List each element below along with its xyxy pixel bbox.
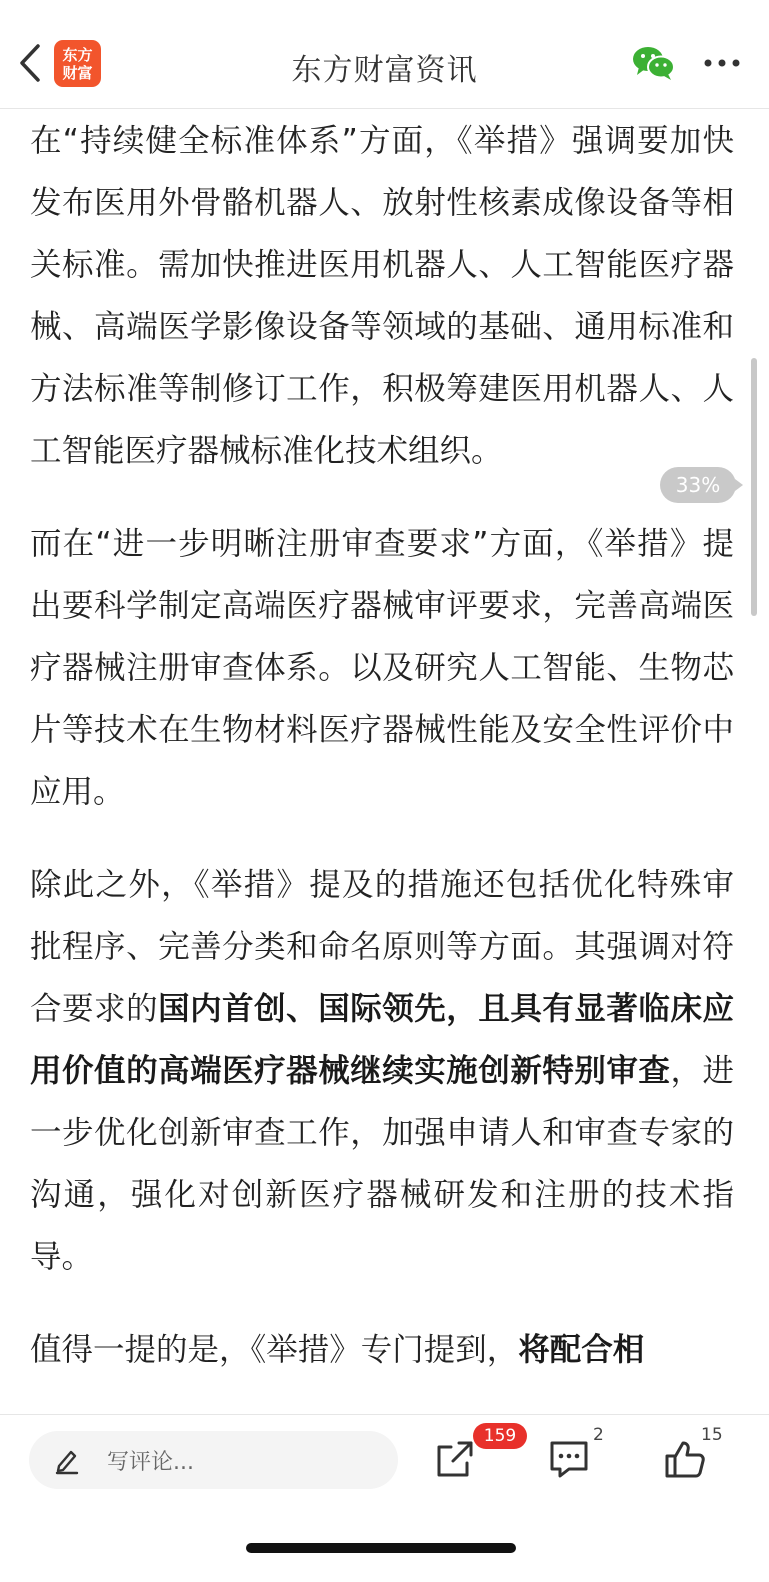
comment-count: 2 — [593, 1425, 604, 1445]
article-paragraph-2: 而在“进一步明晰注册审查要求”方面，《举措》提出要科学制定高端医疗器械审评要求，完善高端医疗器械注册审查体系。以及研究人工智能、生物芯片等技术在生物材料医疗器械性能及安全性评价中应用。 — [30, 526, 734, 810]
comment-input[interactable] — [29, 1431, 398, 1489]
share-count-badge: 159 — [473, 1423, 527, 1449]
paragraph-4-text-a: 值得一提的是，《举措》专门提到， — [30, 1332, 519, 1368]
paragraph-3-bold: 国内首创、国际领先，且具有显著临床应用价值的高端医疗器械继续实施创新特别审查 — [30, 991, 734, 1089]
wechat-icon[interactable] — [632, 45, 676, 81]
article-body — [30, 108, 734, 1414]
share-icon[interactable] — [433, 1437, 477, 1481]
article-paragraph-4 — [30, 1319, 734, 1381]
like-count: 15 — [701, 1425, 723, 1445]
home-indicator[interactable] — [246, 1543, 516, 1553]
page-title: 东方财富资讯 — [291, 53, 478, 88]
reading-progress-badge: 33% — [660, 467, 736, 503]
top-bar — [0, 0, 769, 109]
logo-line-1: 东方 — [62, 45, 93, 64]
bottom-bar — [0, 1414, 769, 1582]
article-paragraph-3 — [30, 854, 734, 1288]
paragraph-3-text-a: 除此之外，《举措》提及的措施还包括优化特殊审批程序、完善分类和命名原则等方面。其强调对符合要求的 — [30, 867, 734, 1027]
pen-icon — [53, 1445, 81, 1475]
logo-line-2: 财富 — [62, 63, 93, 82]
comment-icon[interactable] — [547, 1437, 591, 1481]
paragraph-4-bold: 将配合相 — [518, 1332, 645, 1368]
comment-placeholder: 写评论... — [107, 1450, 194, 1475]
paragraph-3-text-c: ，进一步优化创新审查工作，加强申请人和审查专家的沟通，强化对创新医疗器械研发和注册的技术指导。 — [30, 1053, 734, 1275]
article-paragraph-1: 在“持续健全标准体系”方面，《举措》强调要加快发布医用外骨骼机器人、放射性核素成像设备等相关标准。需加快推进医用机器人、人工智能医疗器械、高端医学影像设备等领域的基础、通用标准和方法标准等制修订工作，积极筹建医用机器人、人工智能医疗器械标准化技术组织。 — [30, 123, 734, 469]
more-dots-icon[interactable] — [703, 52, 741, 74]
scrollbar[interactable] — [751, 358, 757, 616]
